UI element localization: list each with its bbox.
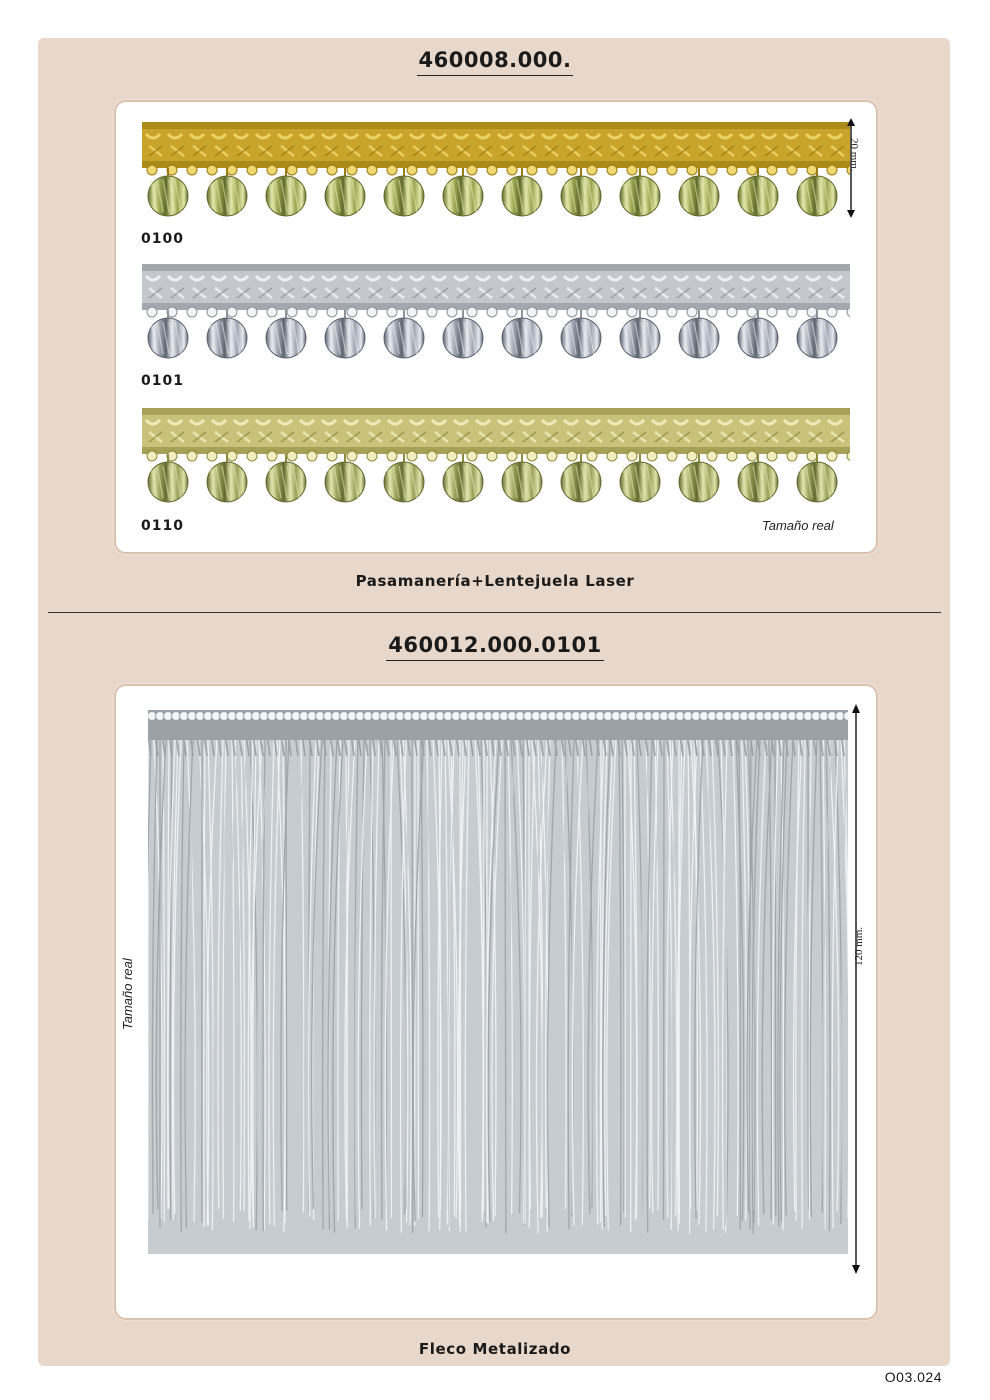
sample-card-2 — [114, 684, 878, 1320]
variant-code-0110: 0110 — [141, 518, 184, 534]
metallic-fringe-sample — [148, 710, 848, 1254]
sequin-trim-sample-0100 — [142, 120, 850, 220]
section-divider — [48, 612, 941, 613]
size-note-1: Tamaño real — [762, 518, 834, 533]
product-caption-1: Pasamanería+Lentejuela Laser — [355, 572, 635, 590]
product-code-title-1: 460008.000. — [0, 48, 990, 76]
measure-label-20mm: 20 mm. — [848, 138, 860, 172]
sample-card-1 — [114, 100, 878, 554]
page-code: O03.024 — [884, 1369, 942, 1385]
variant-code-0101: 0101 — [141, 373, 184, 389]
product-caption-2: Fleco Metalizado — [418, 1340, 572, 1358]
product-code-title-2: 460012.000.0101 — [0, 633, 990, 661]
measure-label-120mm: 120 mm. — [853, 926, 865, 966]
size-note-2: Tamaño real — [120, 958, 135, 1030]
sequin-trim-sample-0110 — [142, 406, 850, 506]
variant-code-0100: 0100 — [141, 231, 184, 247]
measure-arrow-120mm — [849, 704, 863, 1274]
sequin-trim-sample-0101 — [142, 262, 850, 362]
